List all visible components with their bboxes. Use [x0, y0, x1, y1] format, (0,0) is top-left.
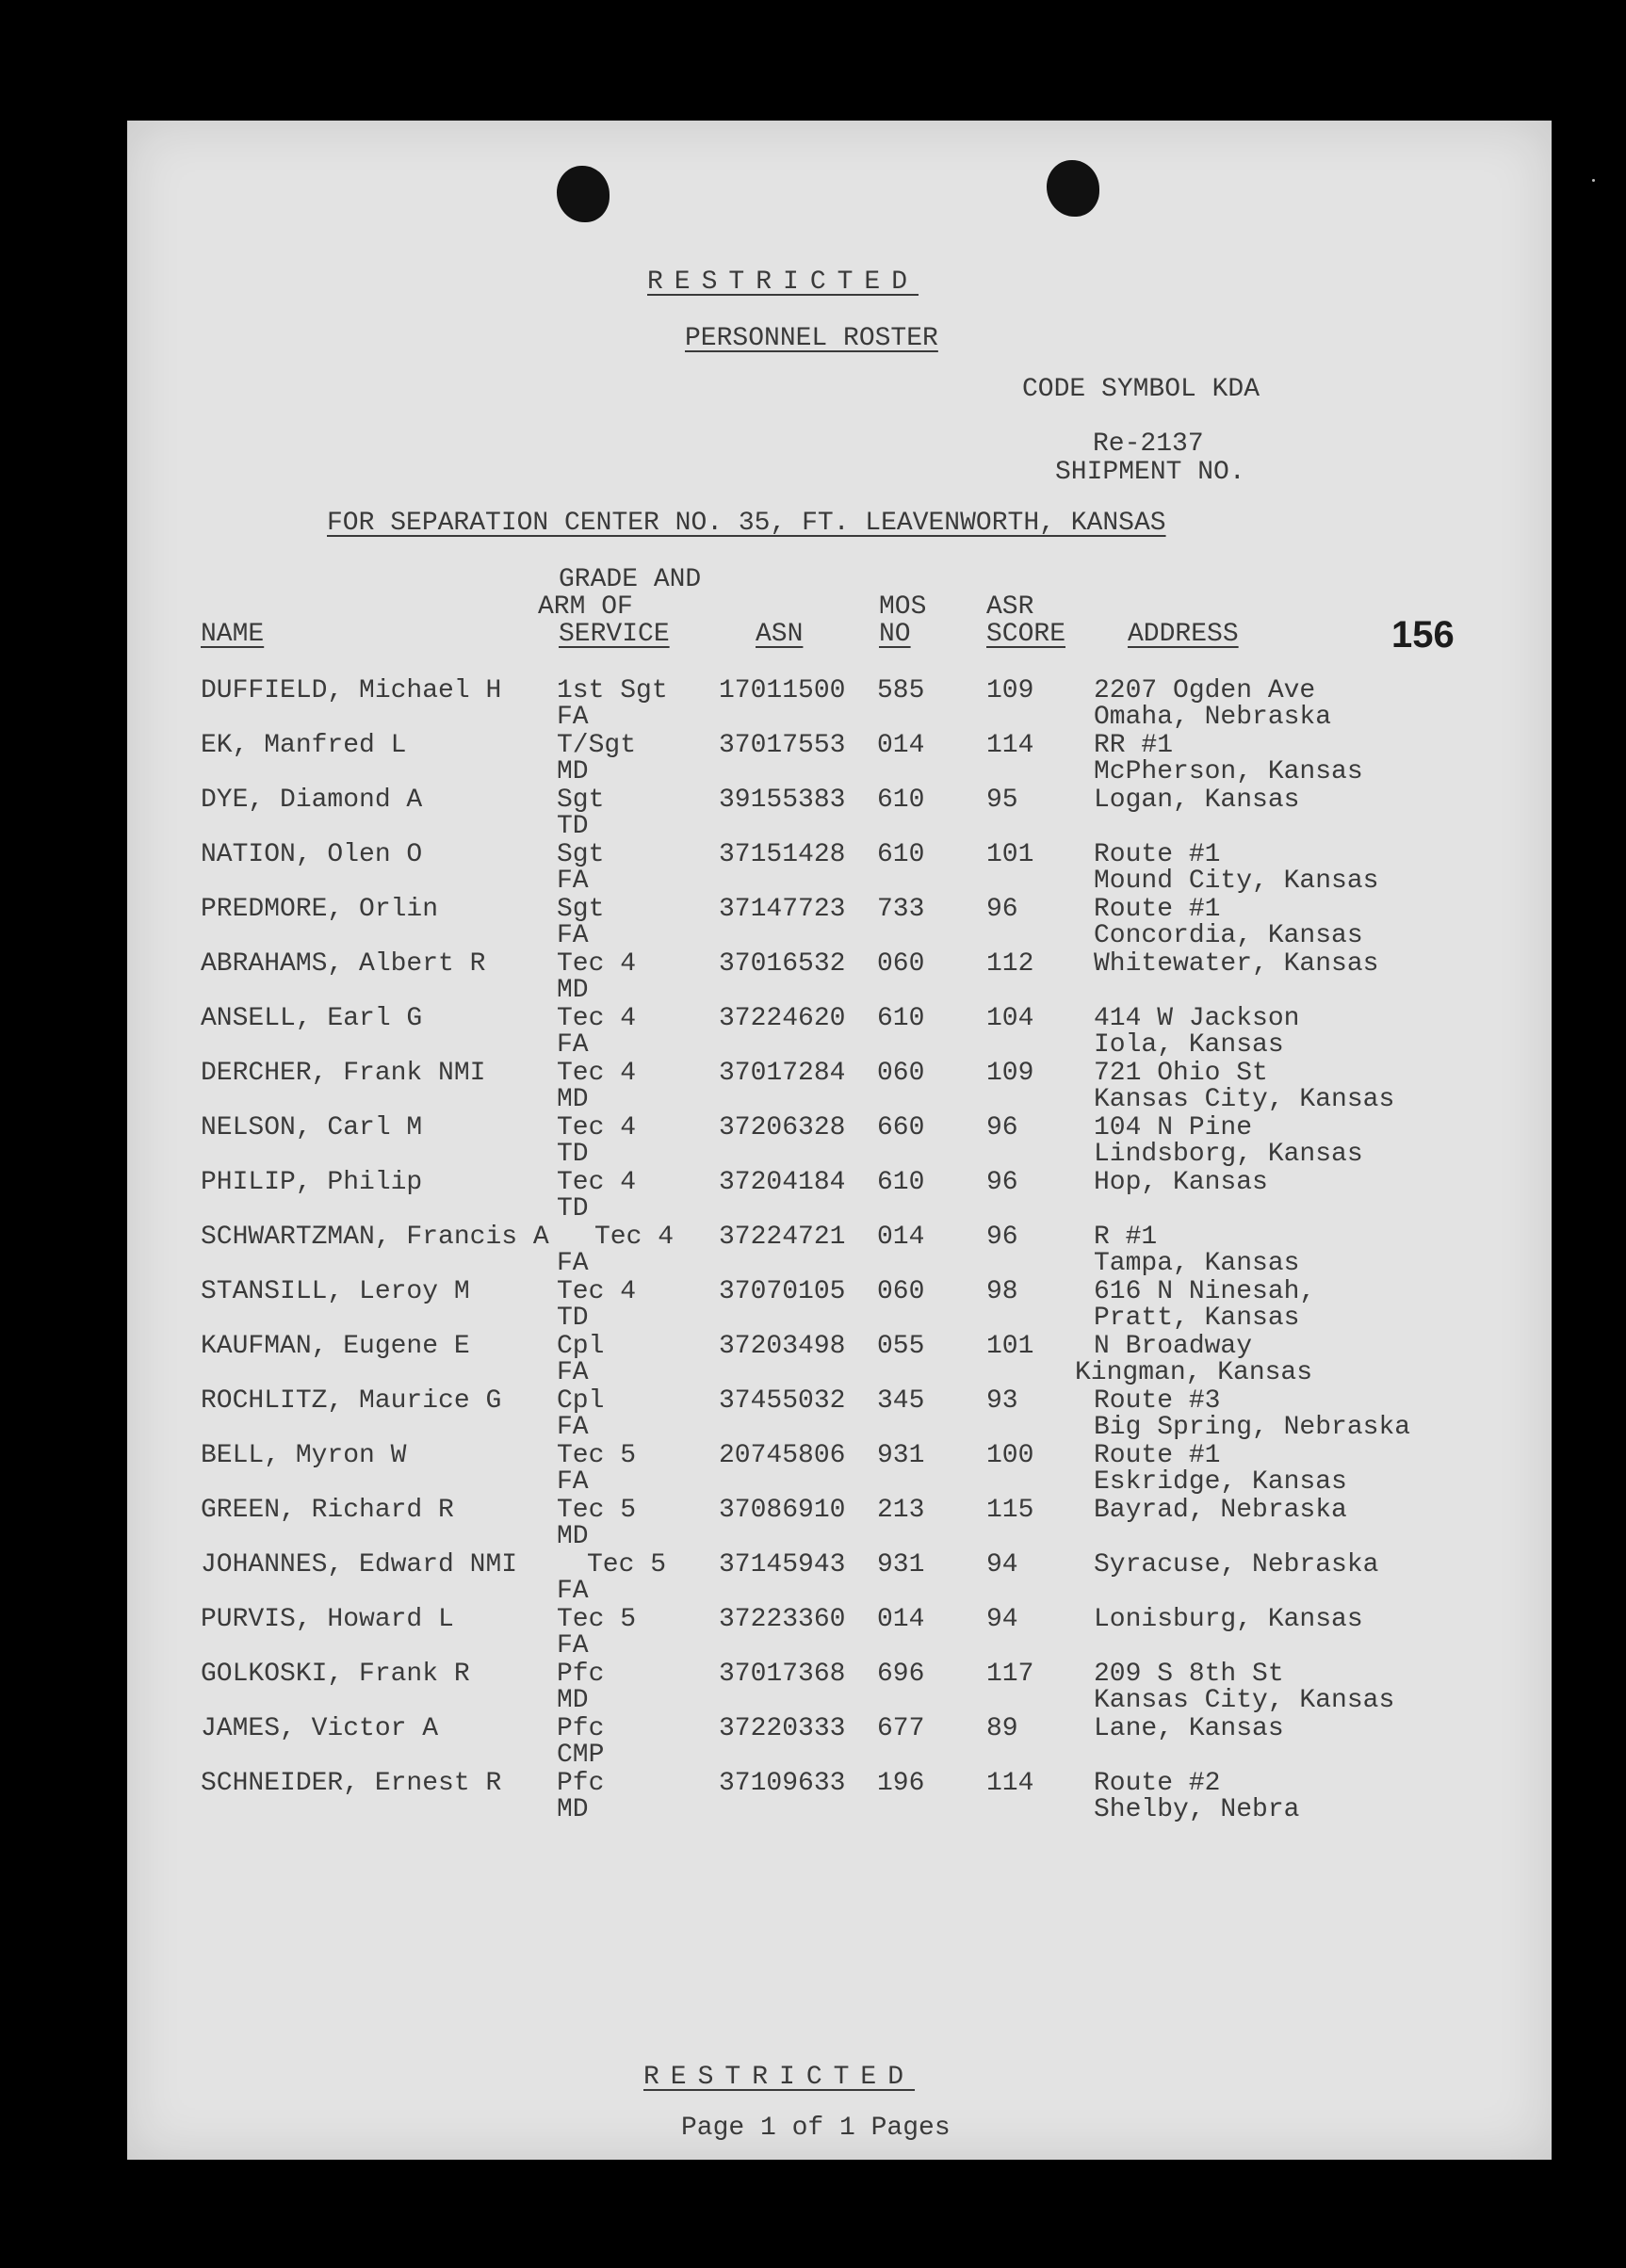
cell-mos: 931: [877, 1441, 925, 1470]
cell-address-line2: Eskridge, Kansas: [1094, 1467, 1347, 1497]
document-page: [127, 121, 1552, 2160]
column-header-score-line1: ASR: [986, 592, 1034, 622]
cell-grade: Tec 5: [587, 1550, 667, 1580]
cell-mos: 677: [877, 1714, 925, 1743]
cell-asn: 37016532: [719, 949, 846, 979]
cell-score: 101: [986, 840, 1034, 869]
cell-asn: 37070105: [719, 1277, 846, 1306]
cell-asn: 37223360: [719, 1605, 846, 1634]
cell-score: 101: [986, 1332, 1034, 1361]
page-count: Page 1 of 1 Pages: [681, 2114, 951, 2143]
cell-arm: FA: [557, 867, 589, 896]
cell-arm: CMP: [557, 1741, 605, 1770]
cell-name: PREDMORE, Orlin: [201, 895, 439, 924]
cell-asn: 37151428: [719, 840, 846, 869]
cell-grade: Pfc: [557, 1769, 605, 1798]
cell-mos: 610: [877, 1168, 925, 1197]
cell-score: 94: [986, 1605, 1018, 1634]
cell-arm: MD: [557, 1522, 589, 1551]
cell-name: SCHNEIDER, Ernest R: [201, 1769, 502, 1798]
cell-arm: FA: [557, 1577, 589, 1606]
cell-arm: FA: [557, 1358, 589, 1387]
cell-name: PURVIS, Howard L: [201, 1605, 454, 1634]
table-row: [127, 1607, 1552, 1661]
cell-grade: Sgt: [557, 840, 605, 869]
cell-name: PHILIP, Philip: [201, 1168, 423, 1197]
cell-arm: FA: [557, 703, 589, 732]
table-row: [127, 1279, 1552, 1334]
cell-score: 115: [986, 1496, 1034, 1525]
cell-mos: 610: [877, 786, 925, 815]
cell-asn: 39155383: [719, 786, 846, 815]
cell-score: 117: [986, 1660, 1034, 1689]
cell-grade: Tec 4: [557, 1004, 637, 1033]
table-row: [127, 1388, 1552, 1443]
cell-arm: FA: [557, 1631, 589, 1660]
cell-grade: Tec 4: [594, 1223, 675, 1252]
punch-hole-left: [557, 166, 610, 222]
cell-mos: 014: [877, 1605, 925, 1634]
cell-score: 114: [986, 1769, 1034, 1798]
cell-name: DERCHER, Frank NMI: [201, 1059, 486, 1088]
cell-address-line2: Mound City, Kansas: [1094, 867, 1379, 896]
cell-name: SCHWARTZMAN, Francis A: [201, 1223, 549, 1252]
cell-asn: 20745806: [719, 1441, 846, 1470]
cell-address-line2: Concordia, Kansas: [1094, 921, 1363, 950]
table-row: [127, 1006, 1552, 1061]
cell-name: NATION, Olen O: [201, 840, 423, 869]
cell-mos: 196: [877, 1769, 925, 1798]
cell-score: 93: [986, 1386, 1018, 1416]
column-header-name: NAME: [201, 620, 265, 649]
column-header-asn: ASN: [756, 620, 804, 649]
cell-mos: 585: [877, 676, 925, 705]
cell-address-line1: 414 W Jackson: [1094, 1004, 1300, 1033]
table-row: [127, 733, 1552, 787]
cell-arm: MD: [557, 1085, 589, 1114]
cell-grade: Sgt: [557, 786, 605, 815]
cell-grade: Cpl: [557, 1332, 605, 1361]
cell-mos: 610: [877, 840, 925, 869]
cell-arm: FA: [557, 1467, 589, 1497]
cell-asn: 37109633: [719, 1769, 846, 1798]
column-header-address: ADDRESS: [1128, 620, 1239, 649]
cell-name: GREEN, Richard R: [201, 1496, 454, 1525]
table-row: [127, 1661, 1552, 1716]
cell-grade: Tec 5: [557, 1605, 637, 1634]
cell-address-line2: Tampa, Kansas: [1094, 1249, 1300, 1278]
cell-score: 96: [986, 895, 1018, 924]
cell-address-line1: R #1: [1094, 1223, 1158, 1252]
table-row: [127, 1224, 1552, 1279]
cell-address-line1: 104 N Pine: [1094, 1113, 1253, 1142]
cell-grade: Tec 4: [557, 1168, 637, 1197]
cell-arm: MD: [557, 757, 589, 786]
table-row: [127, 1771, 1552, 1825]
cell-score: 98: [986, 1277, 1018, 1306]
cell-score: 112: [986, 949, 1034, 979]
cell-mos: 733: [877, 895, 925, 924]
cell-address-line2: Shelby, Nebra: [1094, 1795, 1300, 1824]
cell-grade: Pfc: [557, 1714, 605, 1743]
cell-address-line2: Omaha, Nebraska: [1094, 703, 1332, 732]
document-title: PERSONNEL ROSTER: [685, 324, 938, 353]
table-row: [127, 897, 1552, 951]
table-row: [127, 678, 1552, 733]
cell-address-line1: 2207 Ogden Ave: [1094, 676, 1316, 705]
cell-grade: Tec 5: [557, 1441, 637, 1470]
table-row: [127, 1115, 1552, 1170]
cell-address-line1: Route #1: [1094, 895, 1221, 924]
cell-asn: 37147723: [719, 895, 846, 924]
cell-grade: Tec 4: [557, 949, 637, 979]
cell-score: 96: [986, 1113, 1018, 1142]
column-header-mos-line1: MOS: [879, 592, 927, 622]
cell-name: ROCHLITZ, Maurice G: [201, 1386, 502, 1416]
cell-arm: TD: [557, 1194, 589, 1223]
cell-asn: 37203498: [719, 1332, 846, 1361]
restricted-footer: RESTRICTED: [643, 2063, 916, 2092]
table-row: [127, 1716, 1552, 1771]
cell-score: 89: [986, 1714, 1018, 1743]
cell-score: 94: [986, 1550, 1018, 1580]
table-row: [127, 1552, 1552, 1607]
cell-grade: Tec 4: [557, 1277, 637, 1306]
table-row: [127, 1061, 1552, 1115]
cell-score: 109: [986, 1059, 1034, 1088]
cell-address-line1: Route #1: [1094, 840, 1221, 869]
cell-address-line1: Route #2: [1094, 1769, 1221, 1798]
cell-arm: MD: [557, 976, 589, 1005]
cell-arm: FA: [557, 1030, 589, 1060]
cell-name: ABRAHAMS, Albert R: [201, 949, 486, 979]
cell-mos: 213: [877, 1496, 925, 1525]
code-symbol: CODE SYMBOL KDA: [1022, 375, 1260, 404]
cell-mos: 660: [877, 1113, 925, 1142]
cell-name: DYE, Diamond A: [201, 786, 423, 815]
cell-address-line2: Pratt, Kansas: [1094, 1304, 1300, 1333]
restricted-heading: RESTRICTED: [647, 267, 919, 297]
column-header-grade-line1: GRADE AND: [559, 565, 702, 594]
cell-name: ANSELL, Earl G: [201, 1004, 423, 1033]
cell-asn: 37086910: [719, 1496, 846, 1525]
cell-asn: 37224620: [719, 1004, 846, 1033]
cell-grade: 1st Sgt: [557, 676, 668, 705]
cell-name: NELSON, Carl M: [201, 1113, 423, 1142]
cell-mos: 345: [877, 1386, 925, 1416]
table-row: [127, 951, 1552, 1006]
table-row: [127, 842, 1552, 897]
cell-arm: TD: [557, 1304, 589, 1333]
table-row: [127, 1443, 1552, 1498]
cell-arm: MD: [557, 1795, 589, 1824]
cell-grade: Tec 4: [557, 1113, 637, 1142]
table-row: [127, 787, 1552, 842]
cell-address-line2: Lindsborg, Kansas: [1094, 1140, 1363, 1169]
cell-asn: 37017553: [719, 731, 846, 760]
cell-address-line1: 721 Ohio St: [1094, 1059, 1268, 1088]
cell-address-line1: 616 N Ninesah,: [1094, 1277, 1316, 1306]
cell-asn: 37220333: [719, 1714, 846, 1743]
cell-asn: 37455032: [719, 1386, 846, 1416]
cell-mos: 931: [877, 1550, 925, 1580]
shipment-number-label: SHIPMENT NO.: [1055, 458, 1245, 487]
cell-name: KAUFMAN, Eugene E: [201, 1332, 470, 1361]
cell-mos: 060: [877, 1277, 925, 1306]
cell-address-line1: Hop, Kansas: [1094, 1168, 1268, 1197]
cell-asn: 37206328: [719, 1113, 846, 1142]
cell-grade: Pfc: [557, 1660, 605, 1689]
cell-arm: TD: [557, 812, 589, 841]
cell-address-line1: RR #1: [1094, 731, 1174, 760]
cell-mos: 610: [877, 1004, 925, 1033]
cell-address-line2: Big Spring, Nebraska: [1094, 1413, 1411, 1442]
table-row: [127, 1170, 1552, 1224]
cell-mos: 060: [877, 1059, 925, 1088]
cell-address-line1: 209 S 8th St: [1094, 1660, 1284, 1689]
cell-grade: Cpl: [557, 1386, 605, 1416]
page-number: 156: [1391, 614, 1455, 656]
column-header-mos-line2: NO: [879, 620, 911, 649]
cell-name: JAMES, Victor A: [201, 1714, 439, 1743]
cell-score: 95: [986, 786, 1018, 815]
cell-asn: 37017284: [719, 1059, 846, 1088]
cell-address-line1: N Broadway: [1094, 1332, 1253, 1361]
cell-address-line1: Route #3: [1094, 1386, 1221, 1416]
cell-arm: FA: [557, 1249, 589, 1278]
cell-mos: 696: [877, 1660, 925, 1689]
cell-grade: T/Sgt: [557, 731, 637, 760]
cell-name: JOHANNES, Edward NMI: [201, 1550, 518, 1580]
cell-mos: 014: [877, 731, 925, 760]
cell-address-line1: Bayrad, Nebraska: [1094, 1496, 1347, 1525]
table-row: [127, 1498, 1552, 1552]
cell-name: EK, Manfred L: [201, 731, 407, 760]
cell-asn: 37017368: [719, 1660, 846, 1689]
cell-address-line2: Iola, Kansas: [1094, 1030, 1284, 1060]
column-header-grade-line3: SERVICE: [559, 620, 670, 649]
cell-arm: MD: [557, 1686, 589, 1715]
cell-mos: 055: [877, 1332, 925, 1361]
cell-score: 109: [986, 676, 1034, 705]
punch-hole-right: [1047, 160, 1099, 217]
cell-address-line1: Route #1: [1094, 1441, 1221, 1470]
cell-grade: Sgt: [557, 895, 605, 924]
cell-asn: 37224721: [719, 1223, 846, 1252]
cell-address-line1: Whitewater, Kansas: [1094, 949, 1379, 979]
cell-name: GOLKOSKI, Frank R: [201, 1660, 470, 1689]
cell-mos: 014: [877, 1223, 925, 1252]
cell-address-line1: Logan, Kansas: [1094, 786, 1300, 815]
cell-address-line2: Kingman, Kansas: [1075, 1358, 1313, 1387]
cell-address-line2: McPherson, Kansas: [1094, 757, 1363, 786]
cell-name: DUFFIELD, Michael H: [201, 676, 502, 705]
separation-center-heading: FOR SEPARATION CENTER NO. 35, FT. LEAVENWORTH, KANSAS: [327, 509, 1166, 538]
cell-asn: 17011500: [719, 676, 846, 705]
scan-speck: [1592, 179, 1595, 182]
cell-score: 96: [986, 1223, 1018, 1252]
cell-score: 104: [986, 1004, 1034, 1033]
cell-grade: Tec 4: [557, 1059, 637, 1088]
cell-score: 100: [986, 1441, 1034, 1470]
cell-arm: FA: [557, 921, 589, 950]
cell-name: STANSILL, Leroy M: [201, 1277, 470, 1306]
column-header-grade-line2: ARM OF: [538, 592, 633, 622]
cell-score: 96: [986, 1168, 1018, 1197]
column-header-score-line2: SCORE: [986, 620, 1066, 649]
cell-score: 114: [986, 731, 1034, 760]
cell-grade: Tec 5: [557, 1496, 637, 1525]
cell-address-line1: Syracuse, Nebraska: [1094, 1550, 1379, 1580]
table-row: [127, 1334, 1552, 1388]
cell-name: BELL, Myron W: [201, 1441, 407, 1470]
cell-address-line1: Lonisburg, Kansas: [1094, 1605, 1363, 1634]
cell-arm: FA: [557, 1413, 589, 1442]
cell-address-line2: Kansas City, Kansas: [1094, 1085, 1395, 1114]
cell-asn: 37145943: [719, 1550, 846, 1580]
cell-mos: 060: [877, 949, 925, 979]
cell-asn: 37204184: [719, 1168, 846, 1197]
shipment-number-value: Re-2137: [1093, 429, 1204, 459]
cell-arm: TD: [557, 1140, 589, 1169]
cell-address-line1: Lane, Kansas: [1094, 1714, 1284, 1743]
cell-address-line2: Kansas City, Kansas: [1094, 1686, 1395, 1715]
